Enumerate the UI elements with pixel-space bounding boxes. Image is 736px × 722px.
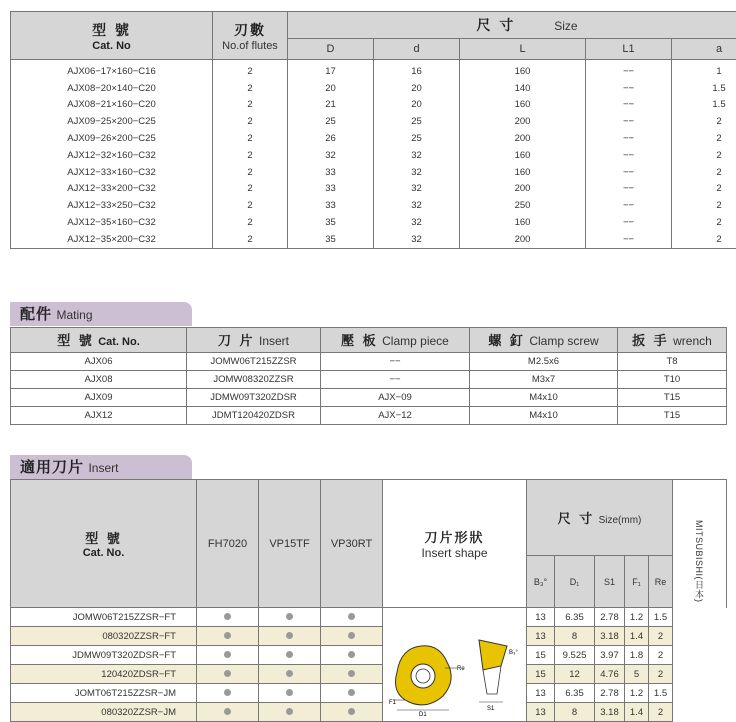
grade-availability-cell: [197, 665, 259, 684]
grade-availability-cell: [321, 627, 383, 646]
grade-availability-cell: [259, 646, 321, 665]
cat-no-header: [11, 12, 213, 60]
label-d1: D1: [419, 712, 427, 718]
table-row: [11, 181, 736, 198]
cell-small-d: 32: [374, 231, 460, 248]
insert-cell-re: 2: [649, 703, 673, 722]
size-header-en: Size: [554, 19, 577, 33]
cell-flutes: 2: [213, 164, 288, 181]
cell-small-d: 25: [374, 130, 460, 147]
mating-cell-insert: JOMW08320ZZSR: [187, 371, 321, 389]
label-b3: B₃°: [509, 650, 518, 656]
cell-d: 35: [288, 231, 374, 248]
mating-tab-zh: 配件: [20, 305, 52, 323]
cell-d: 33: [288, 181, 374, 198]
insert-cell-f1: 5: [625, 665, 649, 684]
cell-flutes: 2: [213, 181, 288, 198]
table-row: [11, 197, 736, 214]
grade-availability-cell: [197, 608, 259, 627]
grade-availability-cell: [321, 608, 383, 627]
table-row: [11, 97, 736, 114]
insert-cell-cat-no: JOMT06T215ZZSR−JM: [11, 684, 197, 703]
cell-cat-no: AJX12−33×250−C32: [11, 197, 213, 214]
cell-cat-no: AJX09−25×200−C25: [11, 113, 213, 130]
insert-shape-en: Insert shape: [383, 546, 526, 560]
spec-table: [10, 11, 736, 249]
insert-cell-cat-no: 120420ZDSR−FT: [11, 665, 197, 684]
table-row: [11, 130, 736, 147]
mating-cat-zh: 型 號: [57, 334, 94, 349]
insert-cell-d1: 8: [555, 703, 595, 722]
availability-dot-icon: [348, 651, 355, 658]
size-header-zh: 尺 寸: [476, 18, 515, 34]
col-l-header: L: [460, 39, 586, 60]
cell-a: 1.5: [672, 80, 736, 97]
mating-screw-header: [470, 328, 618, 353]
insert-cat-zh: 型 號: [11, 528, 196, 547]
insert-cell-re: 1.5: [649, 684, 673, 703]
insert-shape-zh: 刀片形狀: [383, 527, 526, 546]
cell-d: 35: [288, 214, 374, 231]
availability-dot-icon: [286, 651, 293, 658]
table-row: [11, 665, 727, 684]
table-row: [11, 147, 736, 164]
insert-cat-en: Cat. No.: [11, 547, 196, 559]
mating-cat-en: Cat. No.: [98, 336, 140, 348]
label-s1: S1: [487, 706, 495, 712]
brand-cell: [673, 480, 727, 608]
table-row: [11, 353, 727, 371]
cell-cat-no: AJX12−33×200−C32: [11, 181, 213, 198]
cell-l: 250: [460, 197, 586, 214]
insert-cell-d1: 9.525: [555, 646, 595, 665]
mating-table: [10, 327, 727, 425]
mating-cell-clamp-screw: M2.5x6: [470, 353, 618, 371]
insert-cell-d1: 6.35: [555, 684, 595, 703]
cell-d: 33: [288, 164, 374, 181]
cell-small-d: 32: [374, 164, 460, 181]
col-d-header: D: [288, 39, 374, 60]
mating-cell-wrench: T10: [618, 371, 727, 389]
insert-drawing-svg: [383, 610, 527, 718]
insert-cell-b3: 15: [527, 646, 555, 665]
col-f1-header: F₁: [625, 556, 649, 608]
mating-cell-wrench: T8: [618, 353, 727, 371]
mating-cell-clamp-screw: M4x10: [470, 407, 618, 425]
insert-cell-s1: 3.97: [595, 646, 625, 665]
grade-availability-cell: [321, 665, 383, 684]
insert-cell-re: 2: [649, 627, 673, 646]
table-row: [11, 407, 727, 425]
mating-wrench-en: wrench: [673, 334, 712, 348]
availability-dot-icon: [348, 670, 355, 677]
insert-cell-re: 2: [649, 665, 673, 684]
grade-availability-cell: [321, 646, 383, 665]
insert-cell-f1: 1.4: [625, 703, 649, 722]
mating-cell-insert: JOMW06T215ZZSR: [187, 353, 321, 371]
cell-d: 33: [288, 197, 374, 214]
cell-flutes: 2: [213, 214, 288, 231]
table-row: [11, 608, 727, 627]
cell-flutes: 2: [213, 60, 288, 80]
cell-d: 17: [288, 60, 374, 80]
mating-clamp-header: [321, 328, 470, 353]
insert-cell-f1: 1.4: [625, 627, 649, 646]
cell-cat-no: AJX12−35×160−C32: [11, 214, 213, 231]
cell-l1: −−: [586, 214, 672, 231]
grade-availability-cell: [197, 703, 259, 722]
cell-l1: −−: [586, 147, 672, 164]
grade-availability-cell: [197, 627, 259, 646]
cell-l: 140: [460, 80, 586, 97]
cell-flutes: 2: [213, 113, 288, 130]
cell-l: 160: [460, 214, 586, 231]
cell-a: 2: [672, 164, 736, 181]
availability-dot-icon: [286, 670, 293, 677]
grade-availability-cell: [259, 608, 321, 627]
col-re-header: Re: [649, 556, 673, 608]
cell-l: 200: [460, 181, 586, 198]
cell-l1: −−: [586, 97, 672, 114]
cell-cat-no: AJX08−20×140−C20: [11, 80, 213, 97]
mating-tab: [10, 302, 192, 326]
insert-cell-cat-no: JOMW06T215ZZSR−FT: [11, 608, 197, 627]
mating-cell-insert: JDMT120420ZDSR: [187, 407, 321, 425]
insert-cell-re: 1.5: [649, 608, 673, 627]
table-row: [11, 80, 736, 97]
insert-cat-header: [11, 480, 197, 608]
insert-side-view: [479, 640, 507, 702]
availability-dot-icon: [224, 670, 231, 677]
cell-a: 1: [672, 60, 736, 80]
cell-l1: −−: [586, 113, 672, 130]
insert-cell-d1: 6.35: [555, 608, 595, 627]
insert-cell-s1: 2.78: [595, 608, 625, 627]
cat-no-header-en: Cat. No: [11, 40, 212, 52]
cell-l: 200: [460, 113, 586, 130]
mating-wrench-zh: 扳 手: [632, 334, 669, 349]
mating-cell-cat-no: AJX08: [11, 371, 187, 389]
insert-cell-s1: 2.78: [595, 684, 625, 703]
mating-cell-clamp-piece: AJX−09: [321, 389, 470, 407]
insert-tab-en: Insert: [88, 461, 118, 475]
availability-dot-icon: [286, 613, 293, 620]
mating-clamp-en: Clamp piece: [382, 334, 449, 348]
mating-cell-cat-no: AJX09: [11, 389, 187, 407]
table-row: [11, 164, 736, 181]
insert-cell-f1: 1.8: [625, 646, 649, 665]
mating-cell-wrench: T15: [618, 389, 727, 407]
cell-small-d: 20: [374, 80, 460, 97]
flutes-header: [213, 12, 288, 60]
cell-flutes: 2: [213, 130, 288, 147]
label-f1: F1: [389, 700, 397, 706]
grade-availability-cell: [197, 684, 259, 703]
cell-a: 2: [672, 147, 736, 164]
cell-a: 2: [672, 214, 736, 231]
grade-vp30rt-header: VP30RT: [321, 480, 383, 608]
brand-label: MITSUBISHI(日本): [693, 520, 706, 603]
cell-l: 200: [460, 130, 586, 147]
mating-wrench-header: [618, 328, 727, 353]
insert-cell-re: 2: [649, 646, 673, 665]
col-d1-header: D₁: [555, 556, 595, 608]
availability-dot-icon: [348, 613, 355, 620]
cell-a: 2: [672, 181, 736, 198]
cat-no-header-zh: 型 號: [11, 20, 212, 40]
cell-l1: −−: [586, 197, 672, 214]
col-l1-header: L1: [586, 39, 672, 60]
label-re: Re: [457, 666, 465, 672]
cell-d: 21: [288, 97, 374, 114]
availability-dot-icon: [224, 632, 231, 639]
cell-flutes: 2: [213, 80, 288, 97]
mating-cell-cat-no: AJX06: [11, 353, 187, 371]
mating-screw-en: Clamp screw: [529, 334, 598, 348]
mating-cell-insert: JDMW09T320ZDSR: [187, 389, 321, 407]
insert-cell-d1: 12: [555, 665, 595, 684]
flutes-header-zh: 刃數: [213, 20, 287, 40]
cell-l1: −−: [586, 80, 672, 97]
insert-cell-f1: 1.2: [625, 608, 649, 627]
insert-shape-drawing: [383, 608, 527, 722]
cell-l: 200: [460, 231, 586, 248]
insert-cell-cat-no: 080320ZZSR−FT: [11, 627, 197, 646]
insert-cell-b3: 15: [527, 665, 555, 684]
insert-cell-b3: 13: [527, 608, 555, 627]
mating-cell-cat-no: AJX12: [11, 407, 187, 425]
insert-size-en: Size(mm): [599, 515, 642, 526]
availability-dot-icon: [348, 632, 355, 639]
col-b3-header: B₃°: [527, 556, 555, 608]
grade-availability-cell: [321, 703, 383, 722]
cell-cat-no: AJX12−35×200−C32: [11, 231, 213, 248]
cell-a: 1.5: [672, 97, 736, 114]
availability-dot-icon: [286, 708, 293, 715]
mating-cell-clamp-piece: −−: [321, 371, 470, 389]
grade-availability-cell: [259, 703, 321, 722]
insert-cell-cat-no: 080320ZZSR−JM: [11, 703, 197, 722]
cell-flutes: 2: [213, 97, 288, 114]
cell-small-d: 32: [374, 147, 460, 164]
insert-cell-b3: 13: [527, 703, 555, 722]
availability-dot-icon: [286, 689, 293, 696]
table-row: [11, 703, 727, 722]
table-row: [11, 371, 727, 389]
table-row: [11, 113, 736, 130]
cell-cat-no: AJX08−21×160−C20: [11, 97, 213, 114]
cell-l: 160: [460, 60, 586, 80]
cell-d: 25: [288, 113, 374, 130]
availability-dot-icon: [224, 689, 231, 696]
mating-cell-clamp-piece: AJX−12: [321, 407, 470, 425]
table-row: [11, 214, 736, 231]
cell-small-d: 20: [374, 97, 460, 114]
cell-small-d: 16: [374, 60, 460, 80]
cell-cat-no: AJX09−26×200−C25: [11, 130, 213, 147]
insert-cell-s1: 4.76: [595, 665, 625, 684]
cell-small-d: 32: [374, 181, 460, 198]
mating-tab-en: Mating: [56, 308, 92, 322]
mating-cat-header: [11, 328, 187, 353]
size-header: [288, 12, 736, 39]
insert-size-header: [527, 480, 673, 556]
availability-dot-icon: [224, 708, 231, 715]
table-row: [11, 684, 727, 703]
mating-clamp-zh: 壓 板: [341, 334, 378, 349]
availability-dot-icon: [224, 613, 231, 620]
mating-insert-en: Insert: [259, 334, 289, 348]
mating-cell-clamp-screw: M3x7: [470, 371, 618, 389]
insert-cell-b3: 13: [527, 684, 555, 703]
insert-cell-cat-no: JDMW09T320ZDSR−FT: [11, 646, 197, 665]
grade-vp15tf-header: VP15TF: [259, 480, 321, 608]
cell-cat-no: AJX12−33×160−C32: [11, 164, 213, 181]
grade-availability-cell: [259, 684, 321, 703]
insert-size-zh: 尺 寸: [558, 512, 595, 527]
cell-d: 26: [288, 130, 374, 147]
availability-dot-icon: [286, 632, 293, 639]
mating-insert-zh: 刀 片: [218, 334, 255, 349]
col-s1-header: S1: [595, 556, 625, 608]
insert-tab: [10, 455, 192, 479]
col-a-header: a: [672, 39, 736, 60]
table-row: [11, 60, 736, 80]
table-row: [11, 231, 736, 248]
grade-availability-cell: [259, 627, 321, 646]
insert-cell-f1: 1.2: [625, 684, 649, 703]
cell-l1: −−: [586, 231, 672, 248]
cell-l1: −−: [586, 164, 672, 181]
cell-cat-no: AJX12−32×160−C32: [11, 147, 213, 164]
cell-small-d: 25: [374, 113, 460, 130]
insert-cell-b3: 13: [527, 627, 555, 646]
insert-top-view: [393, 646, 457, 710]
cell-a: 2: [672, 197, 736, 214]
table-row: [11, 646, 727, 665]
grade-availability-cell: [197, 646, 259, 665]
cell-l: 160: [460, 97, 586, 114]
insert-shape-header: [383, 480, 527, 608]
cell-l1: −−: [586, 130, 672, 147]
cell-a: 2: [672, 231, 736, 248]
insert-tab-zh: 適用刀片: [20, 458, 84, 476]
cell-a: 2: [672, 113, 736, 130]
availability-dot-icon: [348, 689, 355, 696]
cell-cat-no: AJX06−17×160−C16: [11, 60, 213, 80]
mating-cell-wrench: T15: [618, 407, 727, 425]
cell-flutes: 2: [213, 231, 288, 248]
cell-flutes: 2: [213, 147, 288, 164]
cell-d: 32: [288, 147, 374, 164]
cell-d: 20: [288, 80, 374, 97]
cell-small-d: 32: [374, 197, 460, 214]
table-row: [11, 627, 727, 646]
grade-fh7020-header: FH7020: [197, 480, 259, 608]
cell-l1: −−: [586, 181, 672, 198]
insert-cell-s1: 3.18: [595, 627, 625, 646]
mating-screw-zh: 螺 釘: [488, 334, 525, 349]
cell-a: 2: [672, 130, 736, 147]
cell-flutes: 2: [213, 197, 288, 214]
grade-availability-cell: [321, 684, 383, 703]
insert-table: [10, 479, 727, 722]
cell-l1: −−: [586, 60, 672, 80]
availability-dot-icon: [224, 651, 231, 658]
insert-cell-d1: 8: [555, 627, 595, 646]
mating-insert-header: [187, 328, 321, 353]
grade-availability-cell: [259, 665, 321, 684]
col-small-d-header: d: [374, 39, 460, 60]
insert-cell-s1: 3.18: [595, 703, 625, 722]
table-row: [11, 389, 727, 407]
availability-dot-icon: [348, 708, 355, 715]
mating-cell-clamp-piece: −−: [321, 353, 470, 371]
flutes-header-en: No.of flutes: [213, 40, 287, 52]
cell-small-d: 32: [374, 214, 460, 231]
cell-l: 160: [460, 164, 586, 181]
mating-cell-clamp-screw: M4x10: [470, 389, 618, 407]
cell-l: 160: [460, 147, 586, 164]
